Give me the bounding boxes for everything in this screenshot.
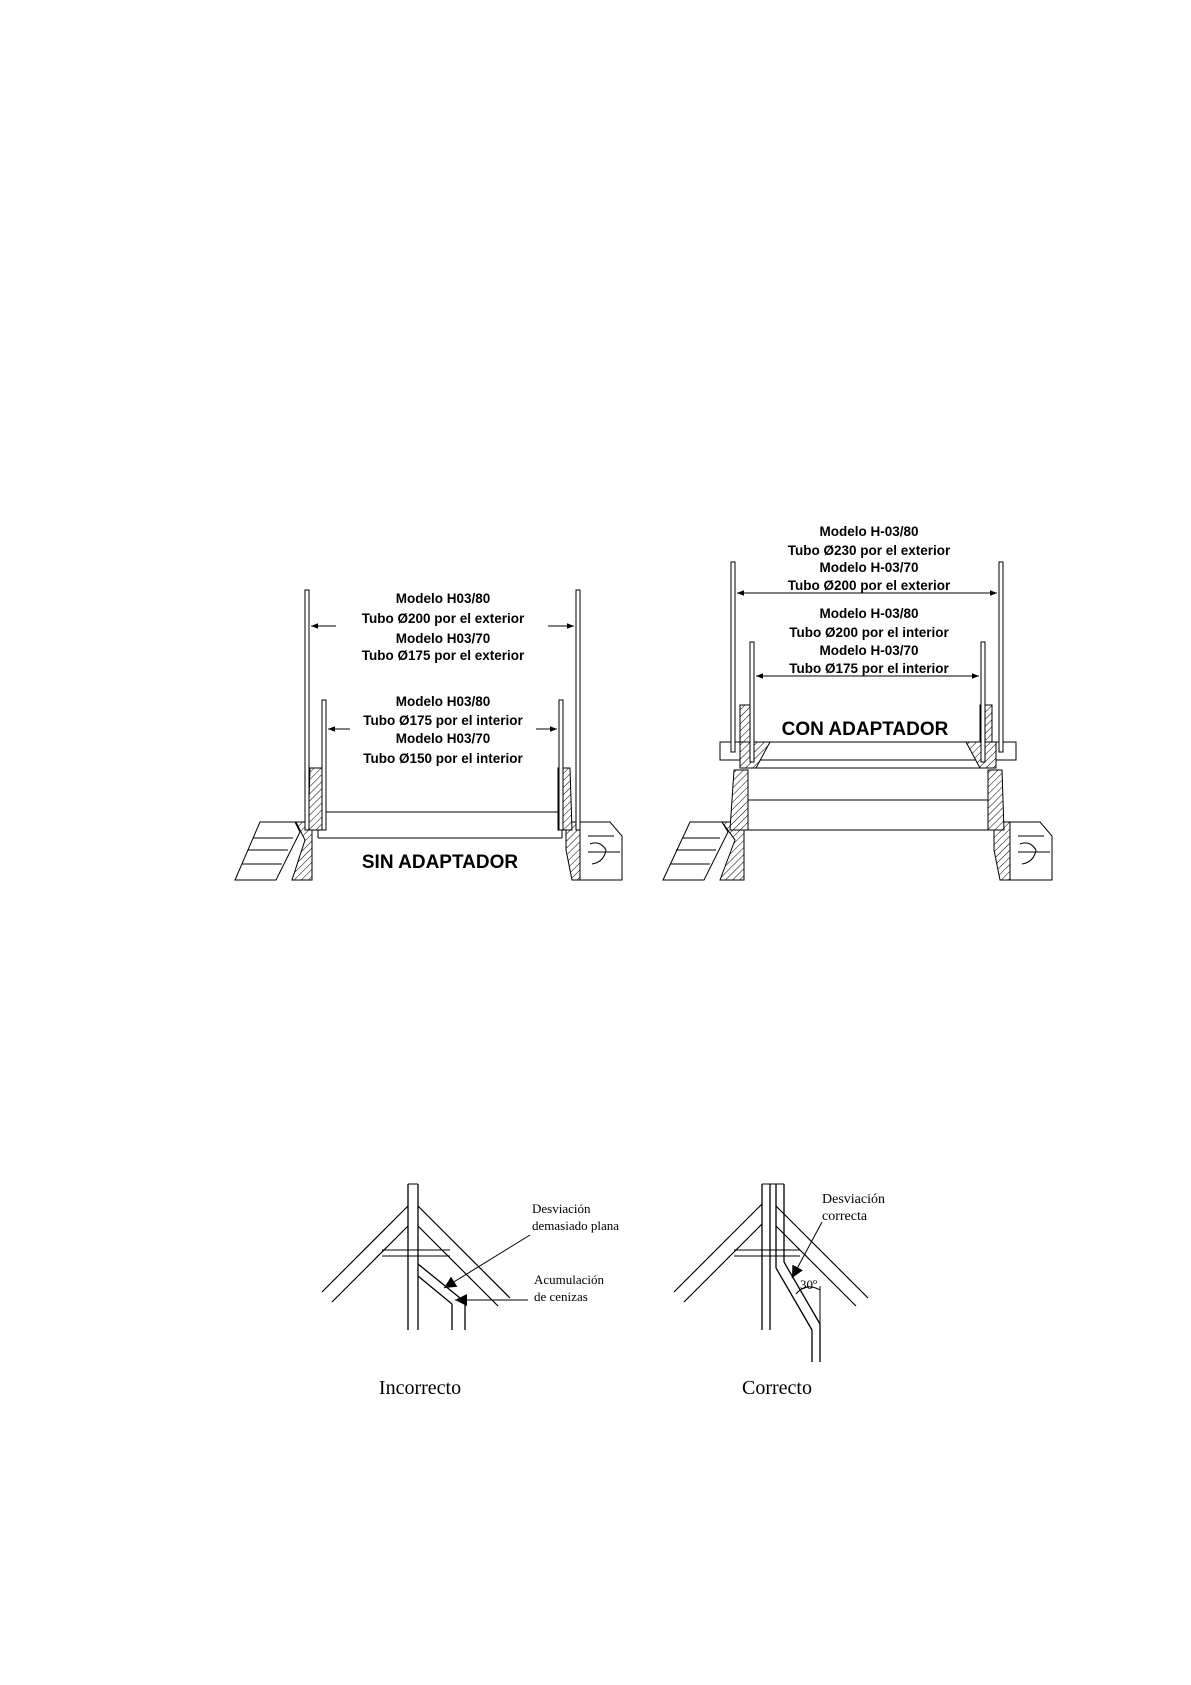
incorrect-note-ash-2: de cenizas	[534, 1289, 588, 1304]
con-outer-model-b: Modelo H-03/70	[819, 560, 919, 575]
base-left	[235, 822, 312, 880]
con-inner-tube-b: Tubo Ø175 por el interior	[789, 661, 949, 676]
correct-note-1: Desviación	[822, 1192, 885, 1207]
sin-outer-tube-a: Tubo Ø200 por el exterior	[361, 611, 525, 626]
con-outer-tube-a: Tubo Ø230 por el exterior	[787, 543, 951, 558]
con-outer-tube-b: Tubo Ø200 por el exterior	[787, 578, 951, 593]
con-inner-model-b: Modelo H-03/70	[819, 643, 919, 658]
sin-inner-tube-a: Tubo Ø175 por el interior	[363, 713, 523, 728]
con-adaptador-title: CON ADAPTADOR	[781, 719, 949, 740]
base-right	[566, 822, 622, 880]
base-right-2	[994, 822, 1052, 880]
deviation-correct-diagram	[674, 1184, 885, 1399]
con-inner-model-a: Modelo H-03/80	[819, 606, 919, 621]
sin-outer-model-a: Modelo H03/80	[395, 591, 491, 606]
sin-adaptador-diagram	[235, 590, 622, 880]
incorrect-note-flat-2: demasiado plana	[532, 1218, 619, 1233]
incorrect-note-ash-1: Acumulación	[534, 1272, 605, 1287]
correct-angle-label: 30º	[800, 1277, 818, 1292]
base-left-2	[663, 822, 744, 880]
sin-inner-model-a: Modelo H03/80	[395, 694, 491, 709]
deviation-incorrect-diagram	[322, 1184, 619, 1399]
sin-outer-tube-b: Tubo Ø175 por el exterior	[361, 648, 525, 663]
incorrect-caption: Incorrecto	[378, 1377, 462, 1399]
sin-inner-model-b: Modelo H03/70	[395, 731, 491, 746]
sin-adaptador-title: SIN ADAPTADOR	[361, 852, 519, 873]
correct-caption: Correcto	[742, 1377, 812, 1399]
con-adaptador-diagram	[663, 524, 1052, 880]
sin-inner-tube-b: Tubo Ø150 por el interior	[363, 751, 523, 766]
sin-outer-model-b: Modelo H03/70	[395, 631, 491, 646]
con-inner-tube-a: Tubo Ø200 por el interior	[789, 625, 949, 640]
incorrect-note-flat-1: Desviación	[532, 1201, 591, 1216]
correct-note-2: correcta	[822, 1209, 868, 1224]
con-outer-model-a: Modelo H-03/80	[819, 524, 919, 539]
